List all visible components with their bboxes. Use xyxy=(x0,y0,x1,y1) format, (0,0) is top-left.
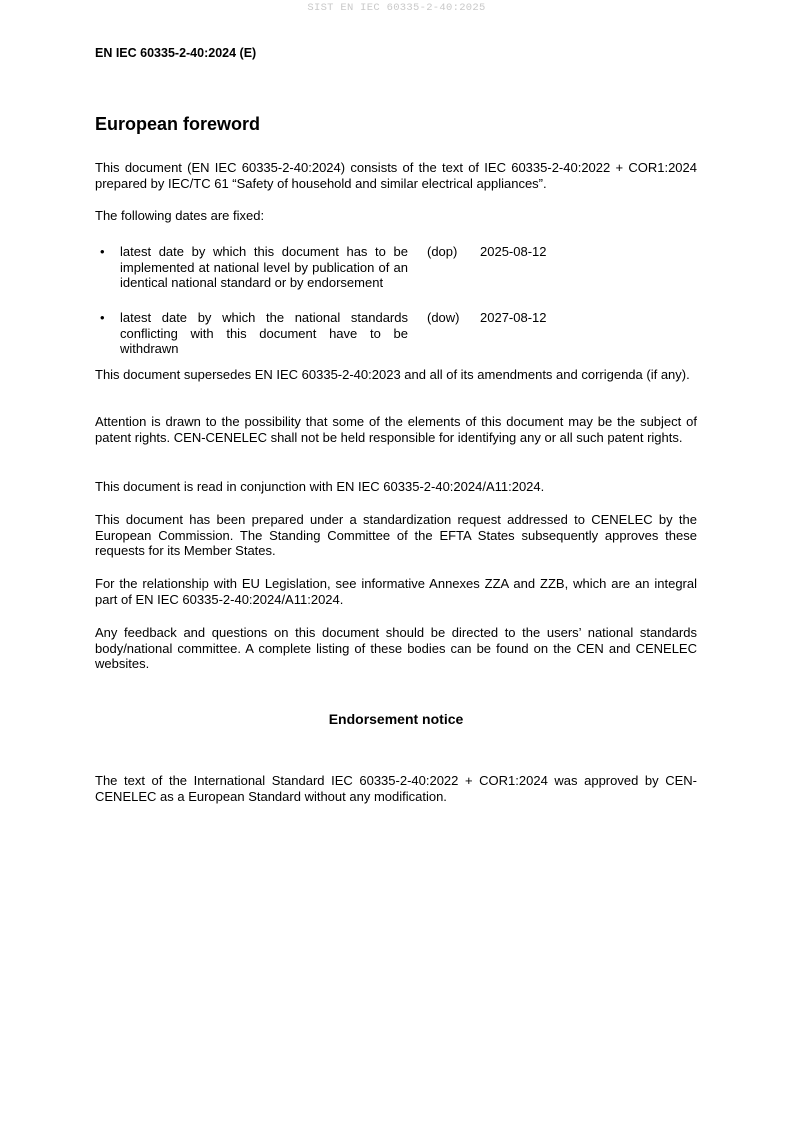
date-item-text: latest date by which this document has to be implemented at national level by publication of an identical national standard or by endorsement xyxy=(120,244,408,290)
paragraph-supersedes: This document supersedes EN IEC 60335-2-40:2023 and all of its amendments and corrigenda (if any). xyxy=(95,367,690,382)
date-item-value: 2027-08-12 xyxy=(480,310,547,325)
date-item-label: (dow) xyxy=(427,310,460,325)
paragraph-intro: This document (EN IEC 60335-2-40:2024) consists of the text of IEC 60335-2-40:2022 + COR1:2024 prepared by IEC/TC 61 “Safety of household and similar electrical appliances”. xyxy=(95,160,697,191)
paragraph-patent-rights: Attention is drawn to the possibility that some of the elements of this document may be the subject of patent rights. CEN-CENELEC shall not be held responsible for identifying any or all such patent rights. xyxy=(95,414,697,445)
date-item-dop xyxy=(95,244,697,291)
date-item-dow xyxy=(95,310,697,357)
paragraph-eu-legislation: For the relationship with EU Legislation, see informative Annexes ZZA and ZZB, which are an integral part of EN IEC 60335-2-40:2024/A11:2024. xyxy=(95,576,697,607)
paragraph-dates-fixed: The following dates are fixed: xyxy=(95,208,265,223)
paragraph-standardization-request: This document has been prepared under a standardization request addressed to CENELEC by the European Commission. The Standing Committee of the EFTA States subsequently approves these requests for its Member States. xyxy=(95,512,697,558)
bullet-icon: • xyxy=(100,310,105,325)
foreword-title: European foreword xyxy=(95,114,261,134)
paragraph-conjunction: This document is read in conjunction with EN IEC 60335-2-40:2024/A11:2024. xyxy=(95,479,545,494)
running-header: SIST EN IEC 60335-2-40:2025 xyxy=(307,2,486,14)
date-item-label: (dop) xyxy=(427,244,458,259)
date-item-text: latest date by which the national standards conflicting with this document have to be withdrawn xyxy=(120,310,408,356)
bullet-icon: • xyxy=(100,244,105,259)
document-reference: EN IEC 60335-2-40:2024 (E) xyxy=(95,46,257,60)
paragraph-feedback: Any feedback and questions on this document should be directed to the users’ national standards body/national committee. A complete listing of these bodies can be found on the CEN and CENELEC websites. xyxy=(95,625,697,671)
date-item-value: 2025-08-12 xyxy=(480,244,547,259)
paragraph-endorsement-text: The text of the International Standard IEC 60335-2-40:2022 + COR1:2024 was approved by CEN-CENELEC as a European Standard without any modification. xyxy=(95,773,697,804)
endorsement-notice-title: Endorsement notice xyxy=(328,711,464,727)
